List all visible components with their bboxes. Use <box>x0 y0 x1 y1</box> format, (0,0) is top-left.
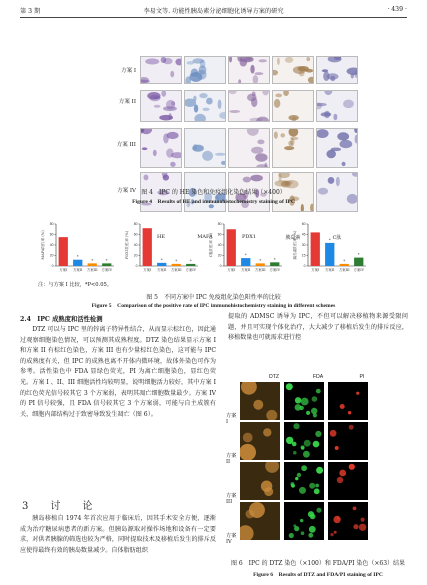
y-tick-label: 60 <box>217 232 222 237</box>
y-axis-label: 胰岛素阳性率 (%) <box>293 230 297 260</box>
y-tick-label: 45 <box>301 232 306 237</box>
micrograph-image <box>140 90 182 122</box>
micrograph-image <box>228 90 270 122</box>
x-tick-label: 方案I <box>59 268 68 272</box>
fig6-row-label: 方案 I <box>226 413 237 425</box>
x-tick-label: 方案III <box>254 268 266 272</box>
x-tick-label: 方案IV <box>185 268 197 272</box>
bar <box>227 229 236 266</box>
y-tick-label: 20 <box>133 253 138 258</box>
section-2-4-heading: 2.4 IPC 成熟度和活性检测 <box>20 316 103 323</box>
figure-5-caption: 图 5 不同方案中 IPC 免疫组化染色阳性率的比较 <box>146 294 281 301</box>
fig6-col-label: FDA <box>312 374 324 380</box>
fig4-col-label: PDX1 <box>241 234 257 240</box>
bar <box>59 237 68 266</box>
y-tick-label: 60 <box>133 232 138 237</box>
x-tick-label: 方案II <box>73 268 83 272</box>
bar <box>186 264 195 266</box>
fluorescence-image <box>328 462 368 500</box>
fluorescence-image <box>328 502 368 540</box>
fig6-row-label: 方案 II <box>226 453 237 465</box>
fig4-col-label: C肽 <box>332 235 342 241</box>
significance-marker: * <box>328 237 331 243</box>
significance-marker: * <box>343 258 346 264</box>
fig4-col-label: 胰岛素 <box>285 235 301 241</box>
figure-5-caption-en: Figure 5 Comparison of the positive rate of IPC immunohistochemistry staining in different schemes <box>91 303 336 309</box>
micrograph-image <box>184 56 226 84</box>
significance-marker: * <box>105 257 108 263</box>
fig4-row-label: 方案 I <box>121 68 136 74</box>
y-tick-label: 20 <box>49 253 54 258</box>
y-tick-label: 15 <box>301 253 306 258</box>
x-tick-label: 方案II <box>325 268 335 272</box>
y-tick-label: 80 <box>133 222 138 227</box>
bar <box>172 264 181 266</box>
bar <box>354 258 363 266</box>
section-3-paragraph: 胰岛移植自 1974 年首次应用于临床后，因其手术安全方便，逐渐成为治疗糖尿病患者的新方案。但胰岛源取对操作场地和设备有一定要求，对供者胰腺的筛选也较为严格，同时提取技术及移植后发生的排斥反应使得最终有效的胰岛数量减少。自体脂肪组织 <box>20 515 216 554</box>
micrograph-image <box>228 128 270 168</box>
section-2-4-body <box>20 325 216 491</box>
micrograph-image <box>272 128 314 168</box>
x-tick-label: 方案IV <box>269 268 281 272</box>
micrograph-image <box>272 56 314 84</box>
fluorescence-image <box>284 422 324 460</box>
micrograph-image <box>316 56 358 84</box>
y-tick-label: 40 <box>217 243 222 248</box>
micrograph-image <box>272 90 314 122</box>
x-tick-label: 方案III <box>86 268 98 272</box>
fig4-col-label: HE <box>156 234 165 240</box>
y-axis-label: MAFA阳性率 (%) <box>41 230 45 260</box>
bar <box>157 263 166 266</box>
right-column-paragraph: 提取的 ADMSC 诱导为 IPC，不但可以解决移植物来源受限问题，并且可实现个体化治疗，大大减少了移植后发生的排斥反应，移植数量也可就需求进行控 <box>228 313 408 342</box>
bar <box>270 262 279 266</box>
fluorescence-image <box>284 382 324 420</box>
fig6-col-label: PI <box>359 374 365 380</box>
significance-marker: * <box>259 257 262 263</box>
bar-chart-mafa <box>40 220 118 278</box>
micrograph-image <box>316 90 358 122</box>
significance-marker: * <box>91 257 94 263</box>
bar <box>143 228 152 266</box>
significance-marker: * <box>175 258 178 264</box>
x-tick-label: 方案IV <box>101 268 113 272</box>
bar-chart-cpeptide <box>208 220 286 278</box>
bar <box>311 232 320 266</box>
fig4-row-label: 方案 III <box>116 142 136 148</box>
micrograph-image <box>140 128 182 168</box>
x-tick-label: 方案III <box>338 268 350 272</box>
y-tick-label: 0 <box>51 264 54 269</box>
bar-chart-pdx1 <box>124 220 202 278</box>
fluorescence-image <box>240 462 280 500</box>
fig6-row-label: 方案 III <box>226 493 237 505</box>
x-tick-label: 方案I <box>227 268 236 272</box>
significance-marker: * <box>160 257 163 263</box>
x-tick-label: 方案IV <box>353 268 365 272</box>
bar <box>73 260 82 266</box>
figure-4-caption-en: Figure 4 Results of HE and immunohistochemistry staining of IPC <box>132 199 295 205</box>
bar-chart-insulin <box>292 220 370 278</box>
y-tick-label: 60 <box>49 232 54 237</box>
y-axis-label: PDX1阳性率 (%) <box>125 230 129 260</box>
significance-marker: * <box>273 256 276 262</box>
section-2-4-paragraph: DTZ 可以与 IPC 里的锌离子特异性结合，从而显示棕红色，因此通过观察细胞染色情况，可以预测其成熟程度。DTZ 染色结果显示方案 I 和方案 II 有棕红色染色，方案 III 也有少量棕红色染色，这可能与 IPC 的成熟度有关，但 IPC 的成熟也离不开体内微环境，故体外染色可作为参考。活性染色中 FDA 显绿色荧光，PI 为离亡细胞染色，显红色荧光。方案 I 、II、III 细胞活性均较明显，说明细胞活力较好，其中方案 I 的红色荧光信号较其它 3 个方案弱，表明其凋亡细胞数量最少。方案 IV 的 PI 信号较强，且 FDA 信号较其它 3 个方案弱，可能与自主成簇有关，细胞内部结构过于致密导致发生凋亡（图 6）。 <box>20 326 216 418</box>
fluorescence-image <box>240 422 280 460</box>
y-tick-label: 20 <box>217 253 222 258</box>
significance-marker: * <box>189 258 192 264</box>
fluorescence-image <box>240 382 280 420</box>
x-tick-label: 方案II <box>157 268 167 272</box>
y-tick-label: 0 <box>303 264 306 269</box>
bar <box>102 263 111 266</box>
y-tick-label: 0 <box>219 264 222 269</box>
bar <box>241 258 250 266</box>
micrograph-image <box>184 90 226 122</box>
y-axis-label: C肽阳性率 (%) <box>209 232 213 258</box>
figure-4-caption: 图 4 IPC 的 HE 染色和免疫组化染色结果（×400） <box>141 189 286 196</box>
y-tick-label: 40 <box>49 243 54 248</box>
fig4-col-label: MAFA <box>197 234 213 240</box>
micrograph-image <box>228 56 270 84</box>
significance-marker: * <box>357 252 360 258</box>
fluorescence-image <box>240 502 280 540</box>
figure-5-note: 注：与方案 I 比较，*P<0.05。 <box>38 282 113 288</box>
fluorescence-image <box>328 422 368 460</box>
bar <box>340 264 349 266</box>
header-rule <box>20 17 407 18</box>
significance-marker: * <box>244 252 247 258</box>
significance-marker: * <box>76 254 79 260</box>
right-column-body <box>228 312 408 368</box>
micrograph-image <box>316 128 358 168</box>
y-tick-label: 60 <box>301 222 306 227</box>
fluorescence-image <box>284 502 324 540</box>
x-tick-label: 方案I <box>311 268 320 272</box>
fig4-row-label: 方案 II <box>118 99 136 105</box>
figure-6-caption: 图 6 IPC 的 DTZ 染色（×100）和 FDA/PI 染色（×63）结果 <box>230 560 406 567</box>
y-tick-label: 80 <box>217 222 222 227</box>
bar <box>325 243 334 266</box>
y-tick-label: 0 <box>135 264 138 269</box>
issue-number: 第 3 期 <box>20 8 41 15</box>
fig6-row-label: 方案 IV <box>226 533 237 545</box>
fluorescence-image <box>328 382 368 420</box>
section-3-heading: 3 讨 论 <box>22 501 99 512</box>
x-tick-label: 方案III <box>170 268 182 272</box>
fig6-col-label: DTZ <box>268 374 280 380</box>
section-3-body <box>20 514 216 568</box>
y-tick-label: 80 <box>49 222 54 227</box>
x-tick-label: 方案I <box>143 268 152 272</box>
micrograph-image <box>184 128 226 168</box>
fluorescence-image <box>284 462 324 500</box>
page-number: · 439 · <box>387 6 407 13</box>
bar <box>88 263 97 266</box>
running-title: 李易文等. 功能性胰岛素分泌细胞化诱导方案的研究 <box>143 8 284 15</box>
y-tick-label: 40 <box>133 243 138 248</box>
figure-6-caption-en: Figure 6 Results of DTZ and FDA/PI staining of IPC <box>253 572 383 578</box>
y-tick-label: 30 <box>301 243 306 248</box>
bar <box>256 263 265 266</box>
x-tick-label: 方案II <box>241 268 251 272</box>
micrograph-image <box>140 56 182 84</box>
fig4-row-label: 方案 IV <box>117 188 136 194</box>
